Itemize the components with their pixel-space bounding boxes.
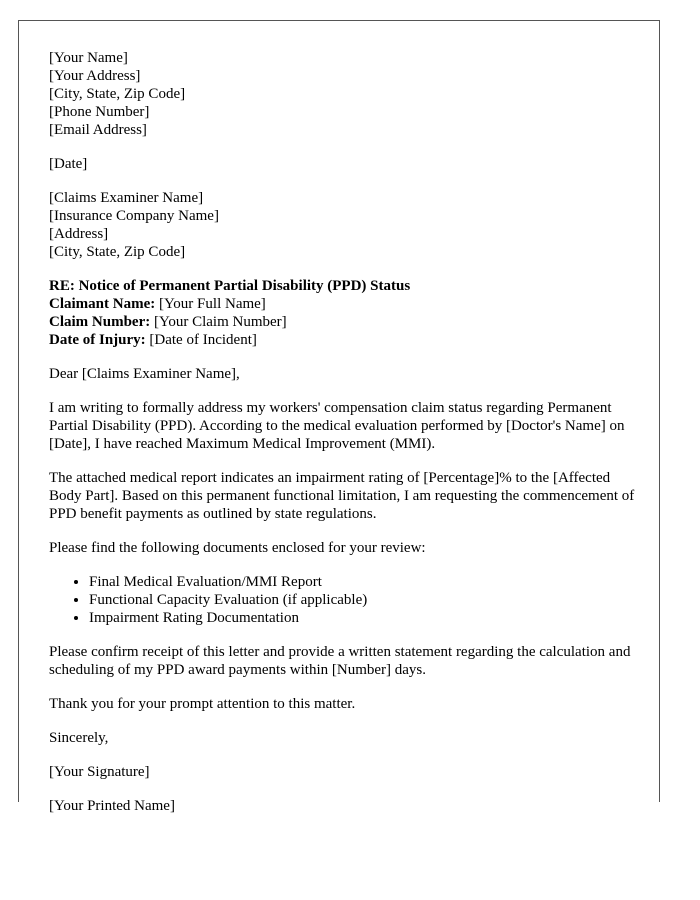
printed-name: [Your Printed Name] bbox=[49, 798, 175, 814]
enclosure-item: • Impairment Rating Documentation bbox=[89, 609, 639, 627]
paragraph-mmi: I am writing to formally address my workers' compensation claim status regarding Permanent Partial Disability (PPD). According to the medical evaluation performed by [Doctor's Name] on [Date], I have reached Maximum Medical Improvement (MMI). bbox=[49, 400, 625, 452]
enclosure-item: • Functional Capacity Evaluation (if applicable) bbox=[89, 591, 639, 609]
signature: [Your Signature] bbox=[49, 764, 150, 780]
date-block bbox=[49, 155, 639, 173]
claim-number-value: [Your Claim Number] bbox=[150, 314, 287, 330]
sender-name: [Your Name] bbox=[49, 50, 128, 66]
claim-number-label: Claim Number: bbox=[49, 314, 151, 330]
claimant-name-line bbox=[49, 295, 639, 313]
recipient-block bbox=[49, 189, 639, 261]
enclosure-item: • Final Medical Evaluation/MMI Report bbox=[89, 573, 639, 591]
injury-date-label: Date of Injury: bbox=[49, 332, 146, 348]
claim-number-line bbox=[49, 313, 639, 331]
letter-page bbox=[18, 20, 660, 814]
recipient-city-state-zip: [City, State, Zip Code] bbox=[49, 244, 186, 260]
paragraph-confirm-receipt: Please confirm receipt of this letter and provide a written statement regarding the calculation and scheduling of my PPD award payments within [Number] days. bbox=[49, 644, 631, 678]
subject-re-line: RE: Notice of Permanent Partial Disability (PPD) Status bbox=[49, 278, 411, 294]
claimant-name-value: [Your Full Name] bbox=[155, 296, 266, 312]
salutation: Dear [Claims Examiner Name], bbox=[49, 366, 240, 382]
sender-city-state-zip: [City, State, Zip Code] bbox=[49, 86, 186, 102]
paragraph-impairment: The attached medical report indicates an impairment rating of [Percentage]% to the [Affected Body Part]. Based on this permanent functional limitation, I am requesting the commencement of PPD benefit payments as outlined by state regulations. bbox=[49, 470, 635, 522]
paragraph-enclosures-intro: Please find the following documents enclosed for your review: bbox=[49, 540, 426, 556]
sender-phone: [Phone Number] bbox=[49, 104, 150, 120]
claimant-name-label: Claimant Name: bbox=[49, 296, 156, 312]
sender-email: [Email Address] bbox=[49, 122, 147, 138]
closing: Sincerely, bbox=[49, 730, 109, 746]
injury-date-value: [Date of Incident] bbox=[145, 332, 257, 348]
sender-block bbox=[49, 49, 639, 139]
enclosures-list bbox=[49, 573, 639, 627]
recipient-address: [Address] bbox=[49, 226, 109, 242]
recipient-company: [Insurance Company Name] bbox=[49, 208, 219, 224]
injury-date-line bbox=[49, 331, 639, 349]
recipient-name: [Claims Examiner Name] bbox=[49, 190, 204, 206]
subject-block bbox=[49, 277, 639, 349]
paragraph-thanks: Thank you for your prompt attention to this matter. bbox=[49, 696, 356, 712]
letter-date: [Date] bbox=[49, 156, 88, 172]
letter-content bbox=[49, 49, 639, 831]
sender-address: [Your Address] bbox=[49, 68, 141, 84]
